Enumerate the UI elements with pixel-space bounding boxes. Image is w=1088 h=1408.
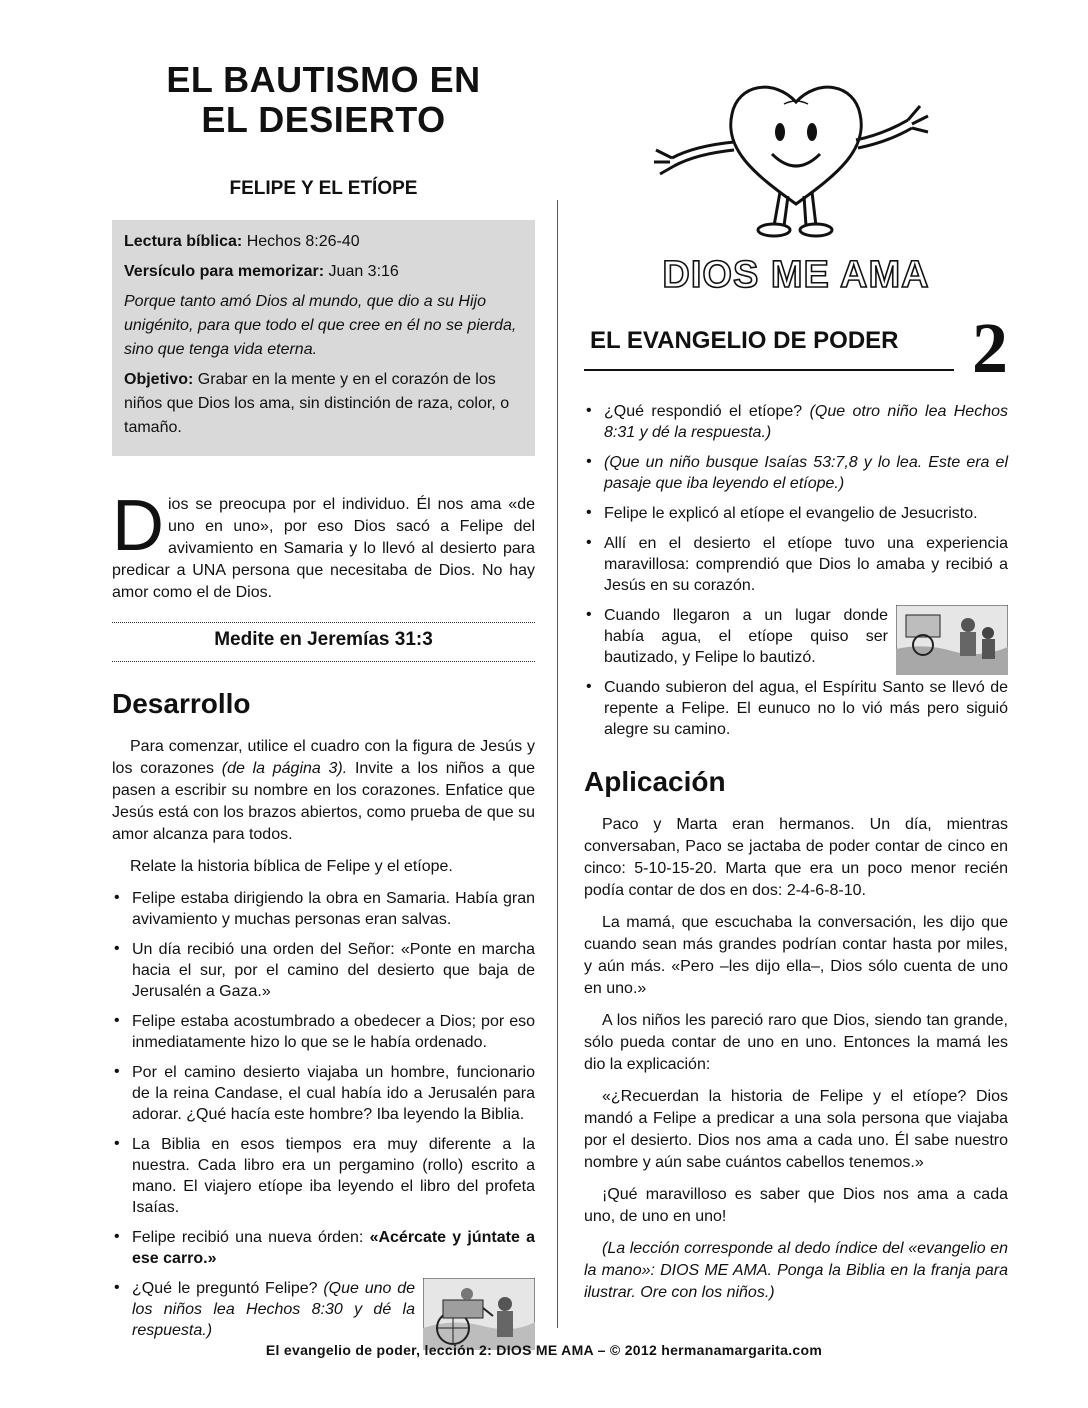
memory-verse: Porque tanto amó Dios al mundo, que dio a su Hijo unigénito, para que todo el que cree en él no se pierda, sino que tenga vida eterna. — [124, 293, 517, 358]
left-column — [112, 54, 535, 1352]
lectura-line: Lectura bíblica: Hechos 8:26-40 — [124, 233, 360, 250]
list-item: • Cuando llegaron a un lugar donde había agua, el etíope quiso ser bautizado, y Felipe lo bautizó. — [584, 605, 1008, 668]
column-divider — [557, 200, 558, 1328]
series-heading-row — [584, 308, 1008, 388]
lesson-number: 2 — [972, 308, 1008, 388]
desarrollo-heading: Desarrollo — [112, 688, 251, 719]
list-item: • (Que un niño busque Isaías 53:7,8 y lo lea. Este era el pasaje que iba leyendo el etíope.) — [584, 452, 1008, 494]
list-item: • Felipe estaba acostumbrado a obedecer a Dios; por eso inmediatamente hizo lo que se le había ordenado. — [112, 1011, 535, 1053]
list-item: • Cuando subieron del agua, el Espíritu Santo se llevó de repente a Felipe. El eunuco no lo vió más pero siguió alegre su camino. — [584, 677, 1008, 740]
dotted-divider-top — [112, 622, 535, 623]
aplicacion-paragraph-2: La mamá, que escuchaba la conversación, les dijo que cuando sean más grandes podrían contar hasta por miles, y aún más. «Pero –les dijo ella–, Dios sólo cuenta de uno en uno.» — [584, 914, 1008, 997]
page-footer: El evangelio de poder, lección 2: DIOS ME AMA – © 2012 hermanamargarita.com — [265, 1342, 823, 1358]
heart-mascot-icon — [584, 54, 1008, 244]
list-item: • Un día recibió una orden del Señor: «Ponte en marcha hacia el sur, por el camino del desierto que baja de Jerusalén a Gaza.» — [112, 939, 535, 1002]
aplicacion-heading: Aplicación — [584, 766, 726, 797]
baptism-illustration — [896, 605, 1008, 675]
story-bullet-list — [112, 888, 535, 1341]
list-item: • Felipe le explicó al etíope el evangelio de Jesucristo. — [584, 503, 1008, 524]
lesson-subtitle: FELIPE Y EL ETÍOPE — [229, 178, 418, 199]
dotted-divider-bottom — [112, 661, 535, 662]
list-item: • Por el camino desierto viajaba un hombre, funcionario de la reina Candase, el cual había ido a Jerusalén para adorar. ¿Qué hacía este hombre? Iba leyendo la Biblia. — [112, 1062, 535, 1125]
title-line-1: EL BAUTISMO EN — [166, 59, 481, 100]
intro-paragraph: Dios se preocupa por el individuo. Él nos ama «de uno en uno», por eso Dios sacó a Felipe del avivamiento en Samaria y lo llevó al desierto para predicar a UNA persona que necesitaba de Dios. No hay amor como el de Dios. — [112, 486, 535, 601]
list-item: • Allí en el desierto el etíope tuvo una experiencia maravillosa: comprendió que Dios lo amaba y recibió a Jesús en su corazón. — [584, 533, 1008, 596]
list-item: • ¿Qué le preguntó Felipe? (Que uno de los niños lea Hechos 8:30 y dé la respuesta.) — [112, 1278, 535, 1341]
lesson-info-box — [112, 220, 535, 456]
aplicacion-paragraph-5: ¡Qué maravilloso es saber que Dios nos ama a cada uno, de uno en uno! — [584, 1186, 1008, 1225]
aplicacion-paragraph-1: Paco y Marta eran hermanos. Un día, mientras conversaban, Paco se jactaba de poder contar de cinco en cinco: 5-10-15-20. Marta que era un poco menor recién podía contar de dos en dos: 2-4-6-8-10. — [584, 816, 1008, 899]
heart-mascot — [584, 54, 1008, 244]
title-line-2: EL DESIERTO — [201, 99, 446, 140]
right-column — [584, 54, 1008, 1314]
aplicacion-paragraph-4: «¿Recuerdan la historia de Felipe y el etíope? Dios mandó a Felipe a predicar a una sola persona que viajaba por el desierto. Dios nos ama a cada uno. Él sabe nuestro nombre y aún sabe cuántos cabellos tenemos.» — [584, 1088, 1008, 1171]
versiculo-line: Versículo para memorizar: Juan 3:16 — [124, 263, 399, 280]
chariot-illustration — [423, 1278, 535, 1350]
aplicacion-paragraph-3: A los niños les pareció raro que Dios, siendo tan grande, sólo pueda contar de uno en uno. Entonces la mamá les dio la explicación: — [584, 1012, 1008, 1073]
lesson-title — [112, 60, 535, 140]
story-bullet-list-continued — [584, 401, 1008, 740]
list-item: • Felipe recibió una nueva órden: «Acércate y júntate a ese carro.» — [112, 1227, 535, 1269]
series-underline — [584, 369, 954, 371]
list-item: • Felipe estaba dirigiendo la obra en Samaria. Había gran avivamiento y muchas personas eran salvas. — [112, 888, 535, 930]
objetivo-line: Objetivo: Grabar en la mente y en el corazón de los niños que Dios los ama, sin distinción de raza, color, o tamaño. — [124, 371, 510, 436]
aplicacion-note: (La lección corresponde al dedo índice del «evangelio en la mano»: DIOS ME AMA. Ponga la Biblia en la franja para ilustrar. Ore con los niños.) — [584, 1240, 1008, 1301]
dios-me-ama-logo: DIOS ME AMA — [662, 254, 930, 296]
desarrollo-paragraph-2: Relate la historia bíblica de Felipe y el etíope. — [130, 858, 453, 875]
drop-cap: D — [112, 486, 164, 566]
desarrollo-paragraph-1: Para comenzar, utilice el cuadro con la figura de Jesús y los corazones (de la página 3). Invite a los niños a que pasen a escribir su nombre en los corazones. Enfatice que Jesús está con los brazos abiertos, como prueba de que su amor alcanza para todos. — [112, 738, 536, 843]
series-title: EL EVANGELIO DE PODER — [590, 327, 899, 354]
list-item: • ¿Qué respondió el etíope? (Que otro niño lea Hechos 8:31 y dé la respuesta.) — [584, 401, 1008, 443]
list-item: • La Biblia en esos tiempos era muy diferente a la nuestra. Cada libro era un pergamino (rollo) escrito a mano. El viajero etíope iba leyendo el libro del profeta Isaías. — [112, 1134, 535, 1218]
medite-heading: Medite en Jeremías 31:3 — [214, 629, 433, 650]
